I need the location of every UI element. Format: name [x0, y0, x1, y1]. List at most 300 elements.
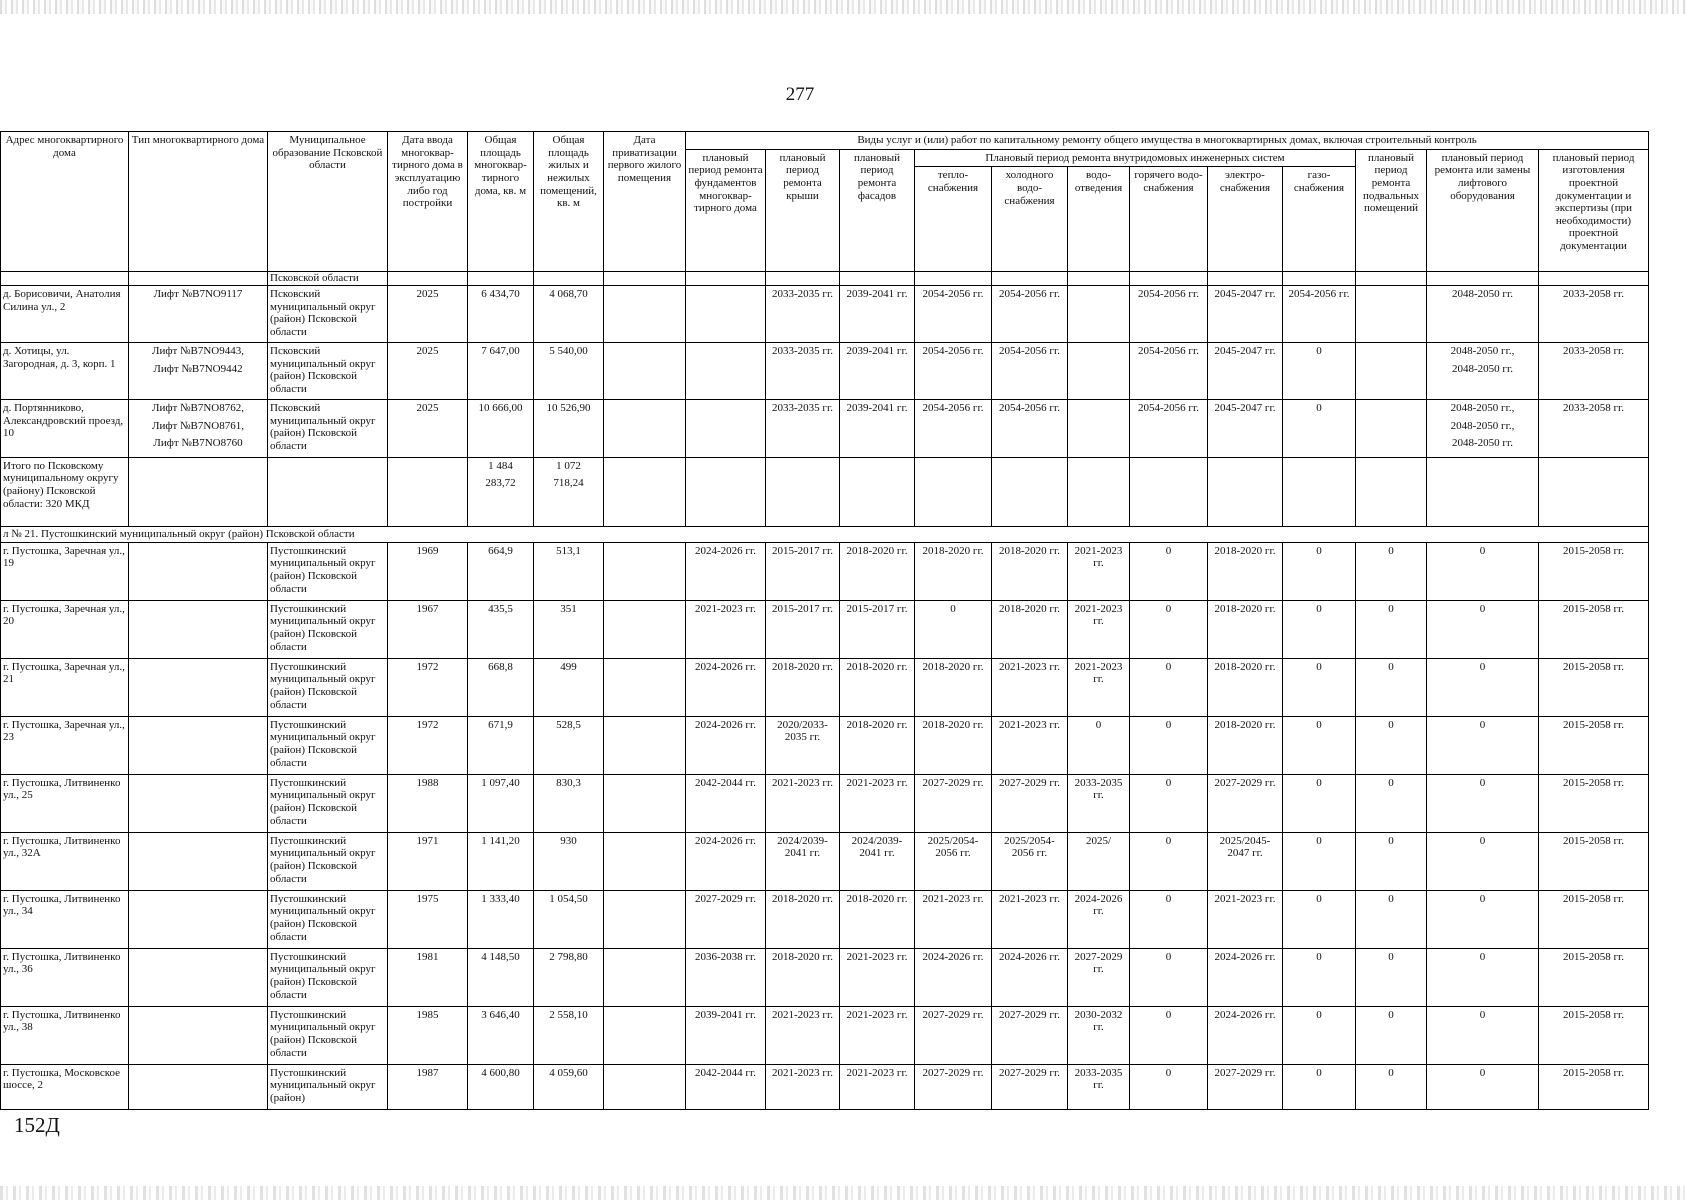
- living-area-cell: 1 054,50: [534, 890, 604, 948]
- drainage-cell: [1068, 285, 1130, 342]
- footer-code: 152Д: [14, 1113, 60, 1137]
- gas-supply-cell: 0: [1283, 716, 1356, 774]
- hot-water-cell: 0: [1130, 1006, 1208, 1064]
- house-type-cell: [129, 342, 268, 399]
- total-area-cell: 6 434,70: [468, 285, 534, 342]
- design-docs-cell: 2033-2058 гг.: [1539, 342, 1649, 399]
- total-area-cell: 1 097,40: [468, 774, 534, 832]
- commissioning-date-cell: 1987: [388, 1064, 468, 1109]
- header-privatization: Дата приватизации первого жилого помещения: [604, 132, 686, 272]
- roof-period-cell: 2033-2035 гг.: [766, 342, 840, 399]
- basement-period-cell: [1356, 285, 1427, 342]
- address-cell: г. Пустошка, Заречная ул., 20: [1, 600, 129, 658]
- house-type-cell: [129, 774, 268, 832]
- electricity-cell: 2027-2029 гг.: [1208, 1064, 1283, 1109]
- living-area-cell: 930: [534, 832, 604, 890]
- table-row: [1, 1064, 1649, 1109]
- basement-period-cell: [1356, 399, 1427, 457]
- privatization-cell: [604, 716, 686, 774]
- pustoshka-rows: [1, 542, 1649, 1109]
- foundation-period-cell: 2024-2026 гг.: [686, 832, 766, 890]
- elevator-period-cell-line: 2048-2050 гг.: [1452, 362, 1513, 375]
- cold-water-cell: 2021-2023 гг.: [992, 890, 1068, 948]
- total-area-cell: 3 646,40: [468, 1006, 534, 1064]
- house-type-cell-line: Лифт №B7NO8761,: [151, 419, 244, 432]
- elevator-period-cell: 0: [1427, 542, 1539, 600]
- facade-period-cell: 2039-2041 гг.: [840, 342, 915, 399]
- facade-period-cell: 2018-2020 гг.: [840, 658, 915, 716]
- header-municipality: Муниципальное образование Псковской области: [268, 132, 388, 272]
- privatization-cell: [604, 1006, 686, 1064]
- commissioning-date-cell: 2025: [388, 342, 468, 399]
- privatization-cell: [604, 1064, 686, 1109]
- address-cell: д. Портянниково, Александровский проезд, 10: [1, 399, 129, 457]
- house-type-cell: [129, 600, 268, 658]
- foundation-period-cell: [686, 285, 766, 342]
- section-title: л № 21. Пустошкинский муниципальный округ (район) Псковской области: [1, 526, 1649, 542]
- header-gas: газо-снабжения: [1283, 167, 1356, 272]
- total-area-line: 283,72: [485, 477, 516, 490]
- basement-period-cell: 0: [1356, 716, 1427, 774]
- roof-period-cell: 2033-2035 гг.: [766, 399, 840, 457]
- header-hot-water: горячего водо-снабжения: [1130, 167, 1208, 272]
- table-row: [1, 948, 1649, 1006]
- house-type-cell-line: Лифт №B7NO8760: [153, 437, 243, 450]
- roof-period-cell: 2020/2033-2035 гг.: [766, 716, 840, 774]
- total-area-cell: 671,9: [468, 716, 534, 774]
- roof-period-cell: 2018-2020 гг.: [766, 658, 840, 716]
- total-area-cell: 4 600,80: [468, 1064, 534, 1109]
- cold-water-cell: 2027-2029 гг.: [992, 1064, 1068, 1109]
- municipality-cell: Псковский муниципальный округ (район) Псковской области: [268, 399, 388, 457]
- header-roof: плановый период ремонта крыши: [766, 149, 840, 272]
- foundation-period-cell: [686, 342, 766, 399]
- basement-period-cell: 0: [1356, 890, 1427, 948]
- privatization-cell: [604, 600, 686, 658]
- gas-supply-cell: 0: [1283, 658, 1356, 716]
- total-label: Итого по Псковскому муниципальному округу (району) Псковской области: 320 МКД: [1, 457, 129, 526]
- heat-supply-cell: 2018-2020 гг.: [915, 542, 992, 600]
- elevator-period-cell-line: 2048-2050 гг.,: [1450, 419, 1515, 432]
- elevator-period-cell-line: 2048-2050 гг.,: [1450, 344, 1515, 357]
- heat-supply-cell: 0: [915, 600, 992, 658]
- privatization-cell: [604, 832, 686, 890]
- commissioning-date-cell: 1972: [388, 716, 468, 774]
- gas-supply-cell: 0: [1283, 890, 1356, 948]
- header-engineering-group: Плановый период ремонта внутридомовых инженерных систем: [915, 149, 1356, 167]
- gas-supply-cell: 0: [1283, 948, 1356, 1006]
- pskov-rows: [1, 285, 1649, 457]
- municipality-cell: Псковский муниципальный округ (район) Псковской области: [268, 342, 388, 399]
- drainage-cell: 2021-2023 гг.: [1068, 658, 1130, 716]
- municipality-cell: Пустошкинский муниципальный округ (район) Псковской области: [268, 1006, 388, 1064]
- elevator-period-cell: 0: [1427, 658, 1539, 716]
- house-type-cell: [129, 658, 268, 716]
- drainage-cell: 2021-2023 гг.: [1068, 542, 1130, 600]
- heat-supply-cell: 2027-2029 гг.: [915, 1006, 992, 1064]
- header-living-area: Общая площадь жилых и нежилых помещений, кв. м: [534, 132, 604, 272]
- cold-water-cell: 2027-2029 гг.: [992, 774, 1068, 832]
- cold-water-cell: 2024-2026 гг.: [992, 948, 1068, 1006]
- privatization-cell: [604, 774, 686, 832]
- table-row: [1, 399, 1649, 457]
- commissioning-date-cell: 1985: [388, 1006, 468, 1064]
- cold-water-cell: 2021-2023 гг.: [992, 658, 1068, 716]
- commissioning-date-cell: 1967: [388, 600, 468, 658]
- house-type-cell-line: Лифт №B7NO9117: [153, 287, 243, 300]
- electricity-cell: 2018-2020 гг.: [1208, 600, 1283, 658]
- house-type-cell: [129, 716, 268, 774]
- municipality-cell: Пустошкинский муниципальный округ (район) Псковской области: [268, 658, 388, 716]
- address-cell: г. Пустошка, Московское шоссе, 2: [1, 1064, 129, 1109]
- commissioning-date-cell: 1975: [388, 890, 468, 948]
- house-type-cell: [129, 285, 268, 342]
- design-docs-cell: 2033-2058 гг.: [1539, 399, 1649, 457]
- municipality-cell: Пустошкинский муниципальный округ (район) Псковской области: [268, 948, 388, 1006]
- drainage-cell: 0: [1068, 716, 1130, 774]
- house-type-cell: [129, 542, 268, 600]
- gas-supply-cell: 2054-2056 гг.: [1283, 285, 1356, 342]
- design-docs-cell: 2033-2058 гг.: [1539, 285, 1649, 342]
- header-type: Тип многоквартирного дома: [129, 132, 268, 272]
- header-address: Адрес многоквартирного дома: [1, 132, 129, 272]
- basement-period-cell: 0: [1356, 774, 1427, 832]
- house-type-cell: [129, 832, 268, 890]
- basement-period-cell: 0: [1356, 948, 1427, 1006]
- cold-water-cell: 2054-2056 гг.: [992, 285, 1068, 342]
- elevator-period-cell: 0: [1427, 1006, 1539, 1064]
- total-area-cell: 435,5: [468, 600, 534, 658]
- hot-water-cell: 0: [1130, 774, 1208, 832]
- living-area-cell: 499: [534, 658, 604, 716]
- header-drainage: водо-отведения: [1068, 167, 1130, 272]
- living-area-cell: 351: [534, 600, 604, 658]
- commissioning-date-cell: 2025: [388, 285, 468, 342]
- elevator-period-cell: 0: [1427, 600, 1539, 658]
- privatization-cell: [604, 399, 686, 457]
- electricity-cell: 2045-2047 гг.: [1208, 285, 1283, 342]
- roof-period-cell: 2018-2020 гг.: [766, 948, 840, 1006]
- table-row: [1, 542, 1649, 600]
- roof-period-cell: 2024/2039-2041 гг.: [766, 832, 840, 890]
- elevator-period-cell-line: 2048-2050 гг.: [1452, 287, 1513, 300]
- basement-period-cell: 0: [1356, 600, 1427, 658]
- gas-supply-cell: 0: [1283, 1006, 1356, 1064]
- drainage-cell: [1068, 399, 1130, 457]
- cold-water-cell: 2027-2029 гг.: [992, 1006, 1068, 1064]
- address-cell: д. Хотицы, ул. Загородная, д. 3, корп. 1: [1, 342, 129, 399]
- header-date: Дата ввода многоквар-тирного дома в эксплуатацию либо год постройки: [388, 132, 468, 272]
- living-area-sum: [534, 457, 604, 526]
- house-type-cell: [129, 948, 268, 1006]
- drainage-cell: 2033-2035 гг.: [1068, 774, 1130, 832]
- drainage-cell: 2027-2029 гг.: [1068, 948, 1130, 1006]
- total-area-sum: [468, 457, 534, 526]
- elevator-period-cell: [1427, 342, 1539, 399]
- municipality-cell: Пустошкинский муниципальный округ (район) Псковской области: [268, 716, 388, 774]
- total-area-cell: 4 148,50: [468, 948, 534, 1006]
- hot-water-cell: 2054-2056 гг.: [1130, 342, 1208, 399]
- foundation-period-cell: 2024-2026 гг.: [686, 716, 766, 774]
- address-cell: г. Пустошка, Заречная ул., 23: [1, 716, 129, 774]
- commissioning-date-cell: 1981: [388, 948, 468, 1006]
- elevator-period-cell: 0: [1427, 832, 1539, 890]
- roof-period-cell: 2015-2017 гг.: [766, 542, 840, 600]
- privatization-cell: [604, 542, 686, 600]
- address-cell: г. Пустошка, Литвиненко ул., 25: [1, 774, 129, 832]
- heat-supply-cell: 2021-2023 гг.: [915, 890, 992, 948]
- electricity-cell: 2018-2020 гг.: [1208, 542, 1283, 600]
- table-row: [1, 285, 1649, 342]
- table-row: [1, 716, 1649, 774]
- design-docs-cell: 2015-2058 гг.: [1539, 1006, 1649, 1064]
- address-cell: г. Пустошка, Литвиненко ул., 36: [1, 948, 129, 1006]
- heat-supply-cell: 2024-2026 гг.: [915, 948, 992, 1006]
- facade-period-cell: 2018-2020 гг.: [840, 890, 915, 948]
- drainage-cell: 2024-2026 гг.: [1068, 890, 1130, 948]
- gas-supply-cell: 0: [1283, 600, 1356, 658]
- address-cell: г. Пустошка, Литвиненко ул., 38: [1, 1006, 129, 1064]
- roof-period-cell: 2015-2017 гг.: [766, 600, 840, 658]
- foundation-period-cell: 2027-2029 гг.: [686, 890, 766, 948]
- table-row: [1, 600, 1649, 658]
- cold-water-cell: 2021-2023 гг.: [992, 716, 1068, 774]
- hot-water-cell: 0: [1130, 600, 1208, 658]
- roof-period-cell: 2021-2023 гг.: [766, 1006, 840, 1064]
- design-docs-cell: 2015-2058 гг.: [1539, 832, 1649, 890]
- basement-period-cell: [1356, 342, 1427, 399]
- total-row: [1, 457, 1649, 526]
- hot-water-cell: 2054-2056 гг.: [1130, 399, 1208, 457]
- hot-water-cell: 0: [1130, 1064, 1208, 1109]
- design-docs-cell: 2015-2058 гг.: [1539, 774, 1649, 832]
- design-docs-cell: 2015-2058 гг.: [1539, 1064, 1649, 1109]
- elevator-period-cell: 0: [1427, 890, 1539, 948]
- elevator-period-cell: 0: [1427, 948, 1539, 1006]
- hot-water-cell: 0: [1130, 716, 1208, 774]
- facade-period-cell: 2015-2017 гг.: [840, 600, 915, 658]
- privatization-cell: [604, 658, 686, 716]
- facade-period-cell: 2039-2041 гг.: [840, 285, 915, 342]
- table-row: [1, 774, 1649, 832]
- municipality-cell: Пустошкинский муниципальный округ (район) Псковской области: [268, 890, 388, 948]
- gas-supply-cell: 0: [1283, 399, 1356, 457]
- design-docs-cell: 2015-2058 гг.: [1539, 716, 1649, 774]
- capital-repair-table: [0, 131, 1649, 1110]
- gas-supply-cell: 0: [1283, 542, 1356, 600]
- address-cell: г. Пустошка, Заречная ул., 21: [1, 658, 129, 716]
- total-area-cell: 668,8: [468, 658, 534, 716]
- foundation-period-cell: 2036-2038 гг.: [686, 948, 766, 1006]
- drainage-cell: [1068, 342, 1130, 399]
- heat-supply-cell: 2054-2056 гг.: [915, 285, 992, 342]
- living-area-cell: 4 068,70: [534, 285, 604, 342]
- address-cell: д. Борисовичи, Анатолия Силина ул., 2: [1, 285, 129, 342]
- drainage-cell: 2025/: [1068, 832, 1130, 890]
- header-total-area: Общая площадь многоквар-тирного дома, кв. м: [468, 132, 534, 272]
- total-area-cell: 1 333,40: [468, 890, 534, 948]
- living-area-cell: 2 798,80: [534, 948, 604, 1006]
- total-area-cell: 1 141,20: [468, 832, 534, 890]
- header-facade: плановый период ремонта фасадов: [840, 149, 915, 272]
- facade-period-cell: 2039-2041 гг.: [840, 399, 915, 457]
- living-area-cell: 513,1: [534, 542, 604, 600]
- gas-supply-cell: 0: [1283, 832, 1356, 890]
- cold-water-cell: 2054-2056 гг.: [992, 399, 1068, 457]
- carry-over-text: Псковской области: [268, 272, 388, 286]
- living-area-cell: 528,5: [534, 716, 604, 774]
- privatization-cell: [604, 285, 686, 342]
- living-area-cell: 830,3: [534, 774, 604, 832]
- elevator-period-cell-line: 2048-2050 гг.,: [1450, 401, 1515, 414]
- electricity-cell: 2018-2020 гг.: [1208, 716, 1283, 774]
- house-type-cell: [129, 399, 268, 457]
- table-row: [1, 342, 1649, 399]
- elevator-period-cell: [1427, 399, 1539, 457]
- hot-water-cell: 2054-2056 гг.: [1130, 285, 1208, 342]
- heat-supply-cell: 2018-2020 гг.: [915, 716, 992, 774]
- section-row: [1, 526, 1649, 542]
- design-docs-cell: 2015-2058 гг.: [1539, 890, 1649, 948]
- roof-period-cell: 2033-2035 гг.: [766, 285, 840, 342]
- house-type-cell-line: Лифт №B7NO8762,: [151, 401, 244, 414]
- gas-supply-cell: 0: [1283, 1064, 1356, 1109]
- living-area-cell: 2 558,10: [534, 1006, 604, 1064]
- electricity-cell: 2024-2026 гг.: [1208, 1006, 1283, 1064]
- hot-water-cell: 0: [1130, 832, 1208, 890]
- design-docs-cell: 2015-2058 гг.: [1539, 542, 1649, 600]
- basement-period-cell: 0: [1356, 1006, 1427, 1064]
- privatization-cell: [604, 342, 686, 399]
- header-cold-water: холодного водо-снабжения: [992, 167, 1068, 272]
- cold-water-cell: 2018-2020 гг.: [992, 542, 1068, 600]
- electricity-cell: 2024-2026 гг.: [1208, 948, 1283, 1006]
- house-type-cell: [129, 1064, 268, 1109]
- roof-period-cell: 2021-2023 гг.: [766, 774, 840, 832]
- total-area-cell: 10 666,00: [468, 399, 534, 457]
- electricity-cell: 2045-2047 гг.: [1208, 399, 1283, 457]
- facade-period-cell: 2021-2023 гг.: [840, 774, 915, 832]
- facade-period-cell: 2018-2020 гг.: [840, 542, 915, 600]
- heat-supply-cell: 2054-2056 гг.: [915, 342, 992, 399]
- electricity-cell: 2021-2023 гг.: [1208, 890, 1283, 948]
- header-elevator: плановый период ремонта или замены лифтового оборудования: [1427, 149, 1539, 272]
- municipality-cell: Пустошкинский муниципальный округ (район) Псковской области: [268, 774, 388, 832]
- page-number: 277: [785, 84, 815, 105]
- house-type-cell-line: Лифт №B7NO9443,: [151, 344, 244, 357]
- heat-supply-cell: 2025/2054-2056 гг.: [915, 832, 992, 890]
- gas-supply-cell: 0: [1283, 342, 1356, 399]
- commissioning-date-cell: 1972: [388, 658, 468, 716]
- address-cell: г. Пустошка, Заречная ул., 19: [1, 542, 129, 600]
- basement-period-cell: 0: [1356, 1064, 1427, 1109]
- commissioning-date-cell: 1988: [388, 774, 468, 832]
- gas-supply-cell: 0: [1283, 774, 1356, 832]
- foundation-period-cell: 2042-2044 гг.: [686, 774, 766, 832]
- table-row: [1, 658, 1649, 716]
- cold-water-cell: 2054-2056 гг.: [992, 342, 1068, 399]
- drainage-cell: 2033-2035 гг.: [1068, 1064, 1130, 1109]
- living-area-line: 1 072: [556, 459, 581, 472]
- municipality-cell: Пустошкинский муниципальный округ (район): [268, 1064, 388, 1109]
- foundation-period-cell: 2039-2041 гг.: [686, 1006, 766, 1064]
- elevator-period-cell: [1427, 285, 1539, 342]
- house-type-cell-line: Лифт №B7NO9442: [153, 362, 243, 375]
- living-area-cell: 5 540,00: [534, 342, 604, 399]
- elevator-period-cell: 0: [1427, 716, 1539, 774]
- table-row: [1, 832, 1649, 890]
- living-area-cell: 10 526,90: [534, 399, 604, 457]
- facade-period-cell: 2018-2020 гг.: [840, 716, 915, 774]
- facade-period-cell: 2021-2023 гг.: [840, 948, 915, 1006]
- municipality-cell: Пустошкинский муниципальный округ (район) Псковской области: [268, 832, 388, 890]
- hot-water-cell: 0: [1130, 542, 1208, 600]
- commissioning-date-cell: 1971: [388, 832, 468, 890]
- municipality-cell: Пустошкинский муниципальный округ (район) Псковской области: [268, 542, 388, 600]
- electricity-cell: 2025/2045-2047 гг.: [1208, 832, 1283, 890]
- foundation-period-cell: 2042-2044 гг.: [686, 1064, 766, 1109]
- foundation-period-cell: 2024-2026 гг.: [686, 542, 766, 600]
- table-row: [1, 890, 1649, 948]
- header-basement: плановый период ремонта подвальных помещений: [1356, 149, 1427, 272]
- heat-supply-cell: 2054-2056 гг.: [915, 399, 992, 457]
- basement-period-cell: 0: [1356, 832, 1427, 890]
- heat-supply-cell: 2027-2029 гг.: [915, 774, 992, 832]
- design-docs-cell: 2015-2058 гг.: [1539, 948, 1649, 1006]
- elevator-period-cell: 0: [1427, 774, 1539, 832]
- foundation-period-cell: [686, 399, 766, 457]
- elevator-period-cell: 0: [1427, 1064, 1539, 1109]
- basement-period-cell: 0: [1356, 658, 1427, 716]
- address-cell: г. Пустошка, Литвиненко ул., 34: [1, 890, 129, 948]
- electricity-cell: 2027-2029 гг.: [1208, 774, 1283, 832]
- heat-supply-cell: 2018-2020 гг.: [915, 658, 992, 716]
- living-area-cell: 4 059,60: [534, 1064, 604, 1109]
- commissioning-date-cell: 1969: [388, 542, 468, 600]
- total-area-cell: 7 647,00: [468, 342, 534, 399]
- living-area-line: 718,24: [553, 477, 584, 490]
- drainage-cell: 2021-2023 гг.: [1068, 600, 1130, 658]
- elevator-period-cell-line: 2048-2050 гг.: [1452, 437, 1513, 450]
- table-row: [1, 1006, 1649, 1064]
- total-area-line: 1 484: [488, 459, 513, 472]
- basement-period-cell: 0: [1356, 542, 1427, 600]
- header-heat: тепло-снабжения: [915, 167, 992, 272]
- municipality-cell: Пустошкинский муниципальный округ (район) Псковской области: [268, 600, 388, 658]
- facade-period-cell: 2024/2039-2041 гг.: [840, 832, 915, 890]
- header-electricity: электро-снабжения: [1208, 167, 1283, 272]
- facade-period-cell: 2021-2023 гг.: [840, 1006, 915, 1064]
- design-docs-cell: 2015-2058 гг.: [1539, 658, 1649, 716]
- electricity-cell: 2045-2047 гг.: [1208, 342, 1283, 399]
- header-services-group: Виды услуг и (или) работ по капитальному ремонту общего имущества в многоквартирных домах, включая строительный контроль: [686, 132, 1649, 150]
- hot-water-cell: 0: [1130, 890, 1208, 948]
- header-foundation: плановый период ремонта фундаментов многоквар-тирного дома: [686, 149, 766, 272]
- privatization-cell: [604, 890, 686, 948]
- commissioning-date-cell: 2025: [388, 399, 468, 457]
- electricity-cell: 2018-2020 гг.: [1208, 658, 1283, 716]
- roof-period-cell: 2021-2023 гг.: [766, 1064, 840, 1109]
- privatization-cell: [604, 948, 686, 1006]
- foundation-period-cell: 2024-2026 гг.: [686, 658, 766, 716]
- hot-water-cell: 0: [1130, 658, 1208, 716]
- total-area-cell: 664,9: [468, 542, 534, 600]
- scan-edge-bottom: [0, 1186, 1686, 1200]
- drainage-cell: 2030-2032 гг.: [1068, 1006, 1130, 1064]
- address-cell: г. Пустошка, Литвиненко ул., 32А: [1, 832, 129, 890]
- municipality-cell: Псковский муниципальный округ (район) Псковской области: [268, 285, 388, 342]
- foundation-period-cell: 2021-2023 гг.: [686, 600, 766, 658]
